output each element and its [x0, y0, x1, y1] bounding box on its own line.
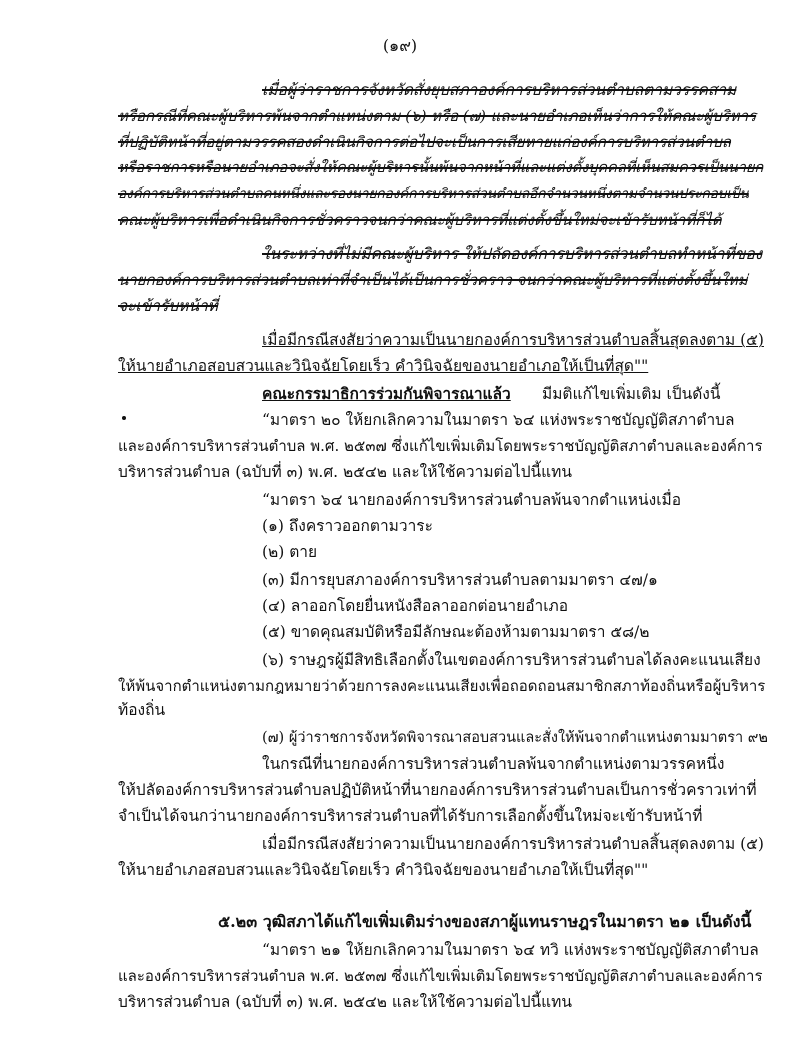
vacancy-line: ในกรณีที่นายกองค์การบริหารส่วนตำบลพ้นจากตำแหน่งตามวรรคหนึ่ง — [262, 755, 725, 773]
struck-line: จะเข้ารับหน้าที่ — [118, 297, 218, 315]
committee-heading: คณะกรรมาธิการร่วมกันพิจารณาแล้ว — [262, 384, 511, 403]
list-item-continuation: ให้พ้นจากตำแหน่งตามกฎหมายว่าด้วยการลงคะแนนเสียงเพื่อถอดถอนสมาชิกสภาท้องถิ่นหรือผู้บริหาร — [118, 677, 766, 695]
list-item: (๒) ตาย — [262, 543, 318, 561]
struck-line: คณะผู้บริหารเพื่อดำเนินกิจการชั่วคราวจนกว่าคณะผู้บริหารที่แต่งตั้งขึ้นใหม่จะเข้ารับหน้าที่ก็ได้ — [118, 211, 722, 229]
struck-line: หรือกรณีที่คณะผู้บริหารพ้นจากตำแหน่งตาม (๖) หรือ (๗) และนายอำเภอเห็นว่าการให้คณะผู้บริหาร — [118, 107, 757, 125]
struck-line: เมื่อผู้ว่าราชการจังหวัดสั่งยุบสภาองค์การบริหารส่วนตำบลตามวรรคสาม — [262, 81, 737, 99]
list-item: (๕) ขาดคุณสมบัติหรือมีลักษณะต้องห้ามตามมาตรา ๕๘/๒ — [262, 623, 650, 641]
list-item-continuation: ท้องถิ่น — [118, 701, 166, 719]
committee-resolution: มีมติแก้ไขเพิ่มเติม เป็นดังนี้ — [542, 385, 721, 403]
doubt-line: เมื่อมีกรณีสงสัยว่าความเป็นนายกองค์การบริหารส่วนตำบลสิ้นสุดลงตาม (๕) — [262, 835, 764, 853]
page-number: (๑๙) — [382, 36, 418, 55]
list-item: (๔) ลาออกโดยยื่นหนังสือลาออกต่อนายอำเภอ — [262, 597, 569, 615]
section-20-line: “มาตรา ๒๐ ให้ยกเลิกความในมาตรา ๖๔ แห่งพระราชบัญญัติสภาตำบล — [262, 411, 735, 429]
section-heading: ๕.๒๓ วุฒิสภาได้แก้ไขเพิ่มเติมร่างของสภาผู้แทนราษฎรในมาตรา ๒๑ เป็นดังนี้ — [218, 912, 752, 931]
section-21-line: บริหารส่วนตำบล (ฉบับที่ ๓) พ.ศ. ๒๕๔๒ และให้ใช้ความต่อไปนี้แทน — [118, 993, 572, 1011]
underlined-line: เมื่อมีกรณีสงสัยว่าความเป็นนายกองค์การบริหารส่วนตำบลสิ้นสุดลงตาม (๕) — [262, 331, 764, 349]
list-item: (๓) มีการยุบสภาองค์การบริหารส่วนตำบลตามมาตรา ๔๗/๑ — [262, 571, 658, 589]
margin-dot — [122, 416, 126, 420]
underlined-line: ให้นายอำเภอสอบสวนและวินิจฉัยโดยเร็ว คำวินิจฉัยของนายอำเภอให้เป็นที่สุด"" — [118, 357, 649, 375]
section-20-line: และองค์การบริหารส่วนตำบล พ.ศ. ๒๕๓๗ ซึ่งแก้ไขเพิ่มเติมโดยพระราชบัญญัติสภาตำบลและองค์การ — [118, 437, 763, 455]
list-item: (๗) ผู้ว่าราชการจังหวัดพิจารณาสอบสวนและสั่งให้พ้นจากตำแหน่งตามมาตรา ๙๒ — [262, 730, 768, 746]
section-20-line: บริหารส่วนตำบล (ฉบับที่ ๓) พ.ศ. ๒๕๔๒ และให้ใช้ความต่อไปนี้แทน — [118, 463, 572, 481]
doubt-line: ให้นายอำเภอสอบสวนและวินิจฉัยโดยเร็ว คำวินิจฉัยของนายอำเภอให้เป็นที่สุด"" — [118, 861, 649, 879]
section-21-line: และองค์การบริหารส่วนตำบล พ.ศ. ๒๕๓๗ ซึ่งแก้ไขเพิ่มเติมโดยพระราชบัญญัติสภาตำบลและองค์การ — [118, 967, 763, 985]
struck-line: หรือราชการหรือนายอำเภอจะสั่งให้คณะผู้บริหารนั้นพ้นจากหน้าที่และแต่งตั้งบุคคลที่เห็นสมควรเป็นนายก — [118, 160, 764, 176]
vacancy-line: ให้ปลัดองค์การบริหารส่วนตำบลปฏิบัติหน้าที่นายกองค์การบริหารส่วนตำบลเป็นการชั่วคราวเท่าที่ — [118, 781, 757, 799]
struck-line: ที่ปฏิบัติหน้าที่อยู่ตามวรรคสองดำเนินกิจการต่อไปจะเป็นการเสียหายแก่องค์การบริหารส่วนตำบล — [118, 133, 731, 151]
list-item: (๖) ราษฎรผู้มีสิทธิเลือกตั้งในเขตองค์การบริหารส่วนตำบลได้ลงคะแนนเสียง — [262, 651, 761, 669]
vacancy-line: จำเป็นได้จนกว่านายกองค์การบริหารส่วนตำบลที่ได้รับการเลือกตั้งขึ้นใหม่จะเข้ารับหน้าที่ — [118, 807, 703, 825]
struck-line: องค์การบริหารส่วนตำบลคนหนึ่งและรองนายกองค์การบริหารส่วนตำบลอีกจำนวนหนึ่งตามจำนวนประกอบเป็น — [118, 186, 749, 202]
list-item: (๑) ถึงคราวออกตามวาระ — [262, 517, 433, 535]
struck-line: ในระหว่างที่ไม่มีคณะผู้บริหาร ให้ปลัดองค์การบริหารส่วนตำบลทำหน้าที่ของ — [262, 245, 763, 263]
struck-line: นายกองค์การบริหารส่วนตำบลเท่าที่จำเป็นได้เป็นการชั่วคราว จนกว่าคณะผู้บริหารที่แต่งตั้งขึ้นใหม่ — [118, 271, 748, 289]
section-64-intro: “มาตรา ๖๔ นายกองค์การบริหารส่วนตำบลพ้นจากตำแหน่งเมื่อ — [262, 491, 682, 509]
section-21-line: “มาตรา ๒๑ ให้ยกเลิกความในมาตรา ๖๔ ทวิ แห่งพระราชบัญญัติสภาตำบล — [262, 941, 759, 959]
